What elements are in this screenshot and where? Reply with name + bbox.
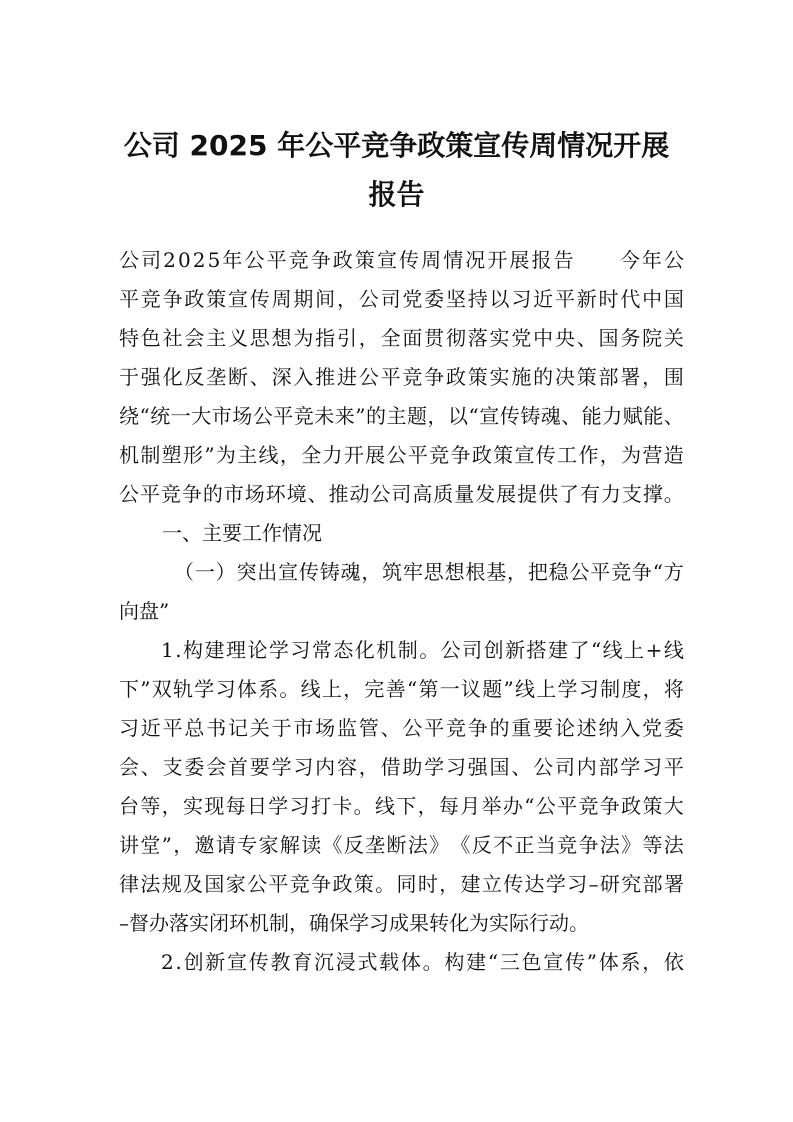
body-line: 台 等 ， 实 现 每 日 学 习 打 卡 。 线 下 ， 每 月 举 办 “ 公 平 竞 争 政 策 大 — [119, 794, 684, 818]
body-line: –督办落实闭环机制，确保学习成果转化为实际行动。 — [119, 911, 589, 935]
body-line: 公 司 2 0 2 5 年 公 平 竞 争 政 策 宣 传 周 情 况 开 展 报 告 今 年 公 — [119, 248, 684, 272]
body-line: 习 近 平 总 书 记 关 于 市 场 监 管 、 公 平 竞 争 的 重 要 论 述 纳 入 党 委 — [119, 716, 684, 740]
body-line: 讲 堂 ” ， 邀 请 专 家 解 读 《 反 垄 断 法 》 《 反 不 正 当 竞 争 法 》 等 法 — [119, 833, 684, 857]
body-line: 律 法 规 及 国 家 公 平 竞 争 政 策 。 同 时 ， 建 立 传 达 学 习 – 研 究 部 署 — [119, 872, 684, 896]
document-body — [119, 241, 684, 982]
paragraph-start: 2 . 创 新 宣 传 教 育 沉 浸 式 载 体 。 构 建 “ 三 色 宣 传 ” 体 系 ， 依 — [161, 950, 684, 974]
paragraph-start: 1 . 构 建 理 论 学 习 常 态 化 机 制 。 公 司 创 新 搭 建 了 “ 线 上 + 线 — [161, 638, 684, 662]
body-line: 平 竞 争 政 策 宣 传 周 期 间 ， 公 司 党 委 坚 持 以 习 近 平 新 时 代 中 国 — [119, 287, 684, 311]
body-line: 绕 “ 统 一 大 市 场 公 平 竞 未 来 ” 的 主 题 ， 以 “ 宣 传 铸 魂 、 能 力 赋 能 、 — [119, 404, 684, 428]
body-line: 向盘” — [119, 599, 170, 623]
body-line: 下 ” 双 轨 学 习 体 系 。 线 上 ， 完 善 “ 第 一 议 题 ” 线 上 学 习 制 度 ， 将 — [119, 677, 684, 701]
body-line: 于 强 化 反 垄 断 、 深 入 推 进 公 平 竞 争 政 策 实 施 的 决 策 部 署 ， 围 — [119, 365, 684, 389]
document-title-line-2: 报告 — [368, 178, 425, 211]
document-title-line-1: 公司 2025 年公平竞争政策宣传周情况开展 — [123, 129, 670, 162]
subsection-heading: （ 一 ） 突 出 宣 传 铸 魂 ， 筑 牢 思 想 根 基 ， 把 稳 公 平 竞 争 “ 方 — [174, 560, 684, 584]
body-line: 公 平 竞 争 的 市 场 环 境 、 推 动 公 司 高 质 量 发 展 提 供 了 有 力 支 撑 。 — [119, 482, 684, 506]
section-heading: 一、主要工作情况 — [162, 521, 322, 545]
body-line: 会 、 支 委 会 首 要 学 习 内 容 ， 借 助 学 习 强 国 、 公 司 内 部 学 习 平 — [119, 755, 684, 779]
body-line: 特 色 社 会 主 义 思 想 为 指 引 ， 全 面 贯 彻 落 实 党 中 央 、 国 务 院 关 — [119, 326, 684, 350]
body-line: 机 制 塑 形 ” 为 主 线 ， 全 力 开 展 公 平 竞 争 政 策 宣 传 工 作 ， 为 营 造 — [119, 443, 684, 467]
